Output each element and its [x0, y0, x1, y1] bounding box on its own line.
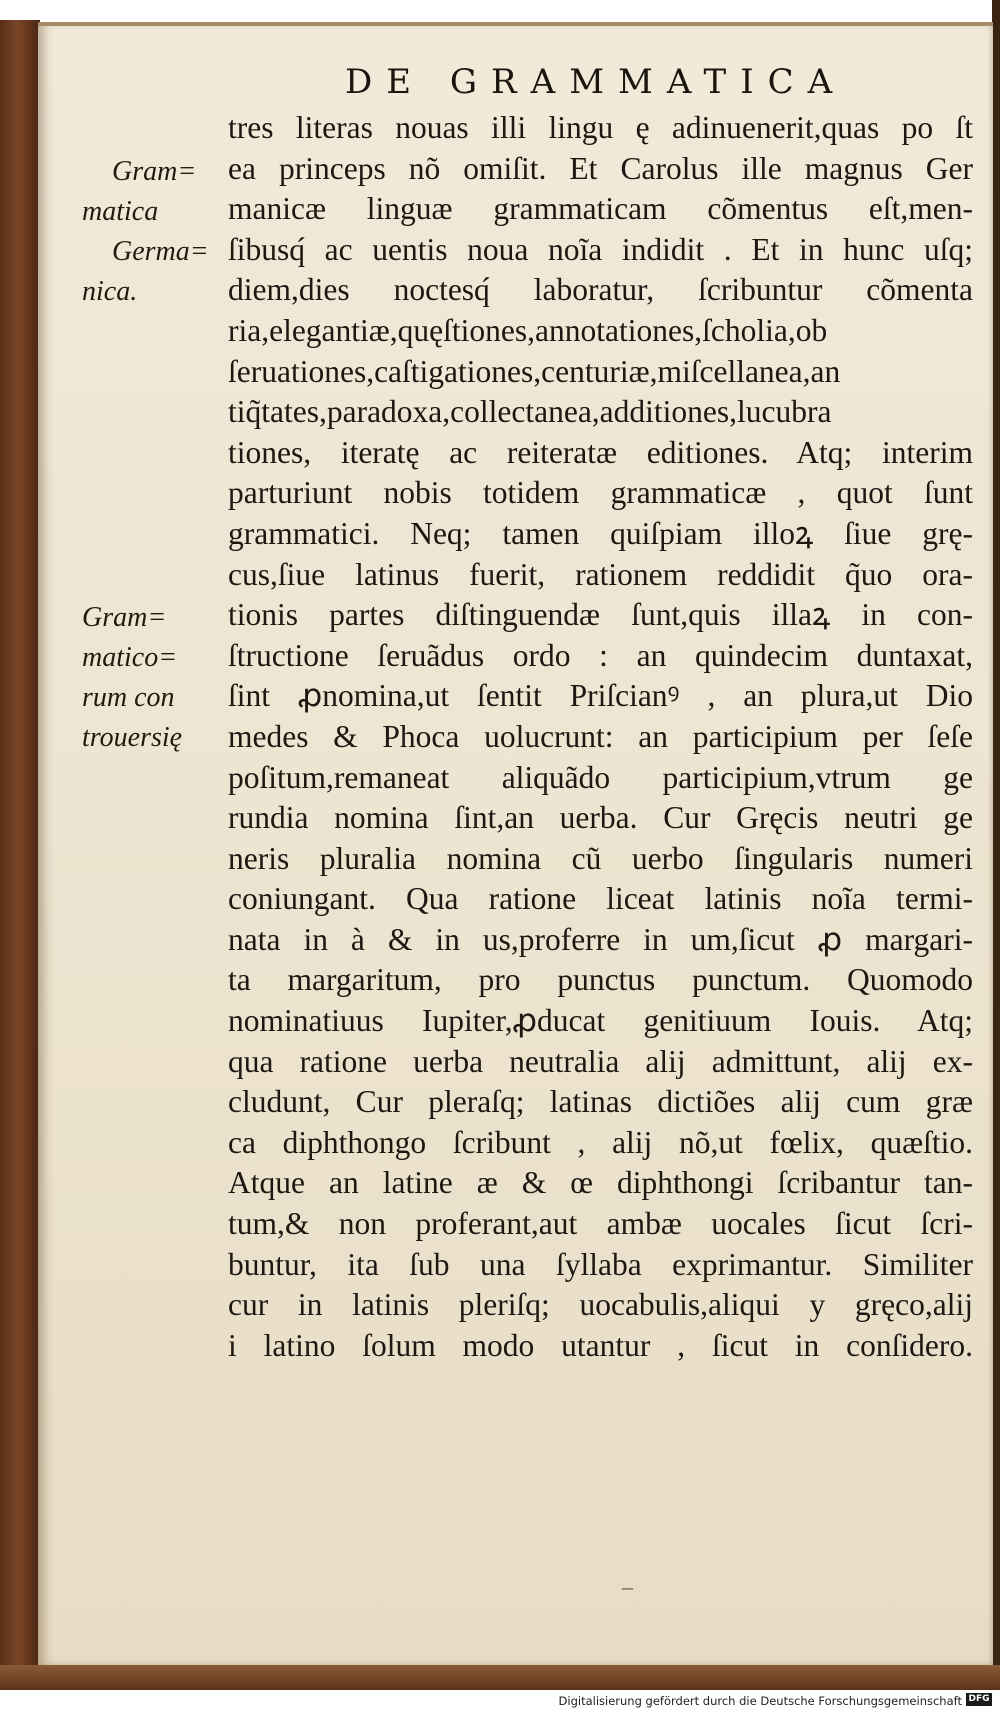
- text-line: tionis partes diſtinguendæ ſunt,quis illaꝝ in con-: [228, 597, 973, 633]
- text-line: ria,elegantiæ,quęſtiones,annotationes,ſcholia,ob: [228, 312, 828, 348]
- dfg-logo-icon: DFG: [966, 1693, 992, 1706]
- text-line: ſeruationes,caſtigationes,centuriæ,miſcellanea,an: [228, 353, 841, 389]
- text-line: ſint ꝓnomina,ut ſentit Priſcianꝰ , an plura,ut Dio: [228, 678, 973, 714]
- text-line: i latino ſolum modo utantur , ſicut in conſidero.: [228, 1327, 973, 1363]
- text-line: cur in latinis pleriſq; uocabulis,aliqui y gręco,alij: [228, 1287, 973, 1323]
- text-line: manicæ linguæ grammaticam cõmentus eſt,men-: [228, 191, 973, 227]
- text-line: cludunt, Cur pleraſq; latinas dictiões alij cum græ: [228, 1084, 973, 1120]
- footer-bar: [0, 1690, 1000, 1713]
- text-line: buntur, ita ſub una ſyllaba exprimantur. Similiter: [228, 1246, 973, 1282]
- marginal-note-line: rum con: [82, 682, 175, 713]
- marginal-note-line: matico=: [82, 642, 178, 673]
- text-line: tres literas nouas illi lingu ę adinuenerit,quas po ſt: [228, 110, 973, 145]
- text-line: Atque an latine æ & œ diphthongi ſcribantur tan-: [228, 1165, 973, 1201]
- book-cover-right-edge: [992, 0, 1000, 1690]
- text-line: ſibusq́ ac uentis noua noĩa indidit . Et in hunc uſq;: [228, 231, 973, 267]
- page-top-edge: [38, 22, 993, 26]
- text-line: tum,& non proferant,aut ambæ uocales ſicut ſcri-: [228, 1206, 973, 1242]
- marginal-note-line: Gram=: [112, 156, 197, 187]
- text-line: diem,dies noctesq́ laboratur, ſcribuntur cõmenta: [228, 272, 973, 308]
- marginal-note-line: matica: [82, 196, 159, 227]
- marginal-note-line: Gram=: [82, 602, 167, 633]
- text-line: rundia nomina ſint,an uerba. Cur Gręcis neutri ge: [228, 800, 973, 836]
- marginal-note-line: nica.: [82, 276, 138, 307]
- text-line: qua ratione uerba neutralia alij admittunt, alij ex-: [228, 1043, 973, 1079]
- text-line: tiones, iteratę ac reiteratæ editiones. Atq; interim: [228, 434, 973, 470]
- marginal-note-line: trouersię: [82, 722, 183, 753]
- text-line: neris pluralia nomina cũ uerbo ſingularis numeri: [228, 840, 973, 876]
- text-line: medes & Phoca uolucrunt: an participium per ſeſe: [228, 718, 973, 754]
- text-line: nata in à & in us,proferre in um,ſicut ꝓ margari-: [228, 921, 973, 957]
- marginal-note-line: Germa=: [112, 236, 209, 267]
- funding-credit: Digitalisierung gefördert durch die Deutsche Forschungsgemeinschaft: [558, 1694, 962, 1708]
- text-line: ta margaritum, pro punctus punctum. Quomodo: [228, 962, 973, 998]
- text-line: parturiunt nobis totidem grammaticæ , quot ſunt: [228, 475, 973, 511]
- body-text: [228, 108, 973, 1366]
- text-line: cus,ſiue latinus fuerit, rationem reddidit q̃uo ora-: [228, 556, 973, 592]
- text-line: grammatici. Neq; tamen quiſpiam illoꝝ ſiue grę-: [228, 515, 973, 551]
- text-line: poſitum,remaneat aliquãdo participium,vtrum ge: [228, 759, 973, 795]
- book-cover-left-edge: [0, 20, 40, 1685]
- catchword-mark: –: [622, 1574, 633, 1599]
- text-line: ea princeps nõ omiſit. Et Carolus ille magnus Ger: [228, 150, 973, 186]
- marginal-note-grammaticorum-controuersie: [82, 598, 222, 758]
- text-line: ſtructione ſeruãdus ordo : an quindecim duntaxat,: [228, 637, 973, 673]
- running-title: DE GRAMMATICA: [345, 62, 847, 102]
- marginal-note-grammatica-germanica: [82, 152, 222, 312]
- text-line: coniungant. Qua ratione liceat latinis noĩa termi-: [228, 881, 973, 917]
- text-line: nominatiuus Iupiter,ꝓducat genitiuum Iouis. Atq;: [228, 1003, 973, 1039]
- text-line: ca diphthongo ſcribunt , alij nõ,ut fœlix, quæſtio.: [228, 1124, 973, 1160]
- book-cover-bottom-edge: [0, 1665, 1000, 1690]
- text-line: tiq̃tates,paradoxa,collectanea,additiones,lucubra: [228, 394, 832, 430]
